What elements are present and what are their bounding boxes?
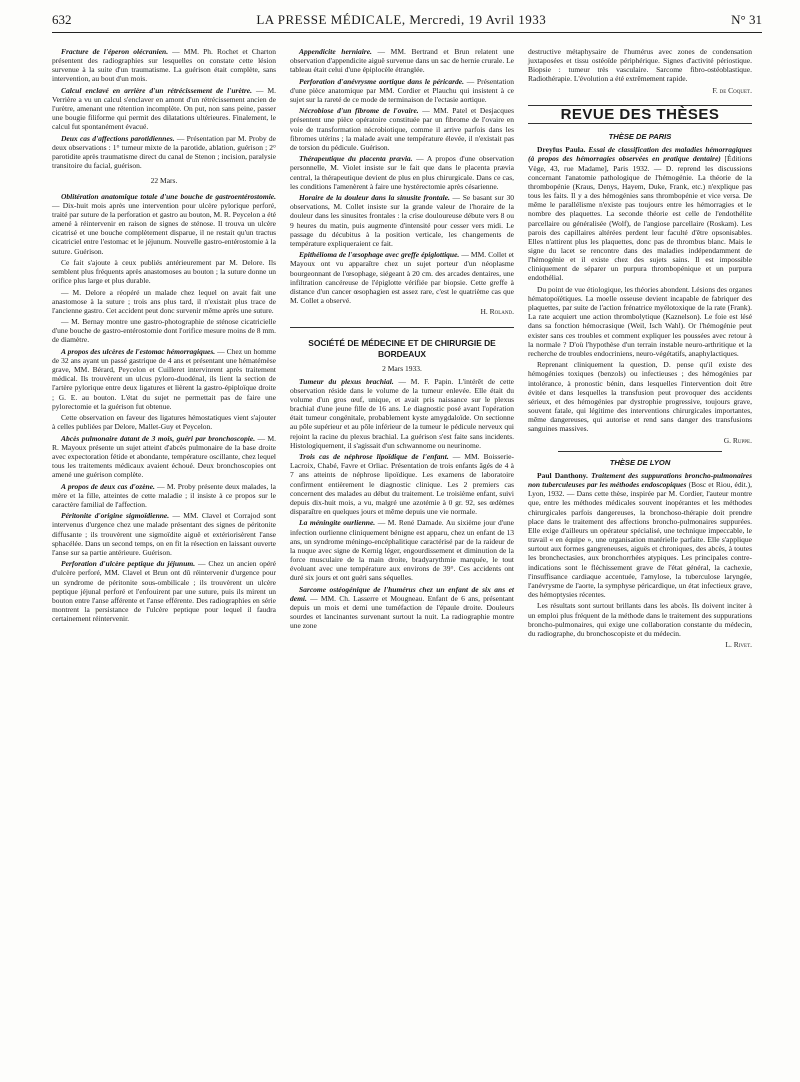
article: [290, 518, 514, 582]
divider: [558, 451, 722, 452]
article: [290, 585, 514, 631]
article-body: — Présentation par M. Proby de deux observations : 1° tumeur mixte de la parotide, ablation, guérison ; 2° parotidite après traumatisme direct du canal de Stenon ; incision, paralysie transitoire du facial, guérison.: [52, 133, 276, 171]
article-body: — M. R. Mayoux présente un sujet atteint d'abcès pulmonaire de la base droite avec expectoration fétide et abondante, température oscillante, chez lequel tous les traitements médicaux avaient échoué. Deux bronchoscopies ont amené une guérison complète.: [52, 433, 276, 480]
article-paragraph: Les résultats sont surtout brillants dans les abcès. Ils doivent inciter à un emploi plus fréquent de la méthode dans le traitement des suppurations broncho-pulmonaires, qui exige une collaboration constante du médecin, du radiographe, du bronchoscopiste et du médecin.: [528, 601, 752, 638]
thesis-review: [528, 471, 752, 599]
article: [290, 106, 514, 152]
article: [52, 511, 276, 557]
article: [52, 134, 276, 171]
article: [290, 377, 514, 450]
article-body: — Chez un homme de 32 ans ayant un passé gastrique de 4 ans et présentant une hématémèse grave, MM. Bérard, Peycelon et Cuilleret intervinrent après traitement médical. Ils trouvèrent un ulcus pyloro-duodénal, ils lient la section de l'artère pylorique entre deux ligatures et lièrent la gastro-épiploïque droite ; G. E. au bouton. L'état du sujet ne permettait pas de faire une pylorectomie et la guérison fut obtenue.: [52, 346, 276, 411]
article-body: — MM. Bertrand et Brun relatent une observation d'appendicite aiguë survenue dans un sac de hernie crurale. Le tableau était celui d'une épiplocèle étranglée.: [290, 47, 514, 75]
article-title: Perforation d'anévrysme aortique dans le péricarde.: [299, 76, 464, 86]
article-body: — M. F. Papin. L'intérêt de cette observation réside dans le volume de la tumeur enlevée. Elle était du volume d'un gros œuf, unique, et avait pris naissance sur le plexus brachial d'une jeune fille de 16 ans. Le diagnostic posé avant l'opération était tumeur congénitale, probablement kyste amygdaloïde. On sectionne au pôle supérieur et au pôle inférieur de la tumeur le pédicule nerveux qui rejoint la racine du plexus brachial. La guérison s'est faite sans incidents. Histologiquement, il s'agissait d'un schwannome ou neurinome.: [290, 376, 514, 450]
section-title: REVUE DES THÈSES: [528, 105, 752, 124]
article-body: — Chez un ancien opéré d'ulcère perforé, MM. Clavel et Brun ont dû réintervenir d'urgence pour un syndrome de péritonite sous-ombilicale ; ils trouvèrent un ulcère peptique jéjunal perforé et l'enfouirent par une suture, puis ils mirent un bouton entre l'anse afférente et l'anse efférente. Des radiographies en série montrent la persistance de l'ulcère peptique pour lequel il faudra certainement réintervenir.: [52, 559, 277, 624]
article-title: Thérapeutique du placenta prævia.: [299, 154, 413, 164]
article-paragraph: Reprenant cliniquement la question, D. pense qu'il existe des hémogénies toxiques (benzols) ou infectieuses ; des hémogénies par intolérance, à pronostic bénin, dans lesquelles l'intervention doit être évitée et dans lesquelles la transfusion peut provoquer des accidents sérieux, et des hémogénies par dystrophie progressive, toujours grave, souvent fatale, qui légitime des interventions chirurgicales importantes, même dangereuses, qui autorise et rend sans danger des transfusions sanguines massives.: [528, 360, 752, 434]
article: [52, 434, 276, 480]
article-title: Nécrobiose d'un fibrome de l'ovaire.: [299, 106, 419, 116]
article-body: — A propos d'une observation personnelle, M. Violet insiste sur le fait que dans le placenta prævia central, la thérapeutique devient de plus en plus chirurgicale. Dans ce cas, les conditions l'amenèrent à faire une hystérectomie après césarienne.: [290, 154, 514, 191]
session-date: 22 Mars.: [150, 176, 178, 186]
thesis-body: [Éditions Vège, 43, rue Madame], Paris 1932. — D. reprend les discussions concernant l'anatomie pathologique de l'hémogénie. La théorie de la thrombopénie (Kraus, Denys, Hayem, Duke, Frank, etc.) n'explique pas tous les faits. Il y a des hémogénies sans thrombopénie et vice versa. De même le parallélisme n'existe pas toujours entre les hémorragies et le nombre des plaquettes. La seconde théorie est celle de l'endothélite parcellaire ou généralisée (Wolf), de l'angiose parcellaire (Roskam). Les parois des capillaires altérées perdent leur faculté d'être opsonisables. Elles n'attirent plus les plaquettes, donc pas de thrombus blanc. Mais le signe du lacet se rencontre dans des maladies indépendamment de l'hémogénie et il existe chez des sujets sains. Il est impossible cliniquement de séparer un purpura thrombopénique et un purpura endothélial.: [528, 154, 753, 283]
thesis-author: Paul Danthony.: [537, 471, 588, 480]
issue-number: N° 31: [731, 12, 762, 27]
article: [290, 77, 514, 104]
article-body: — Dix-huit mois après une intervention pour ulcère pylorique perforé, traité par suture de la perforation et gastro au bouton, M. R. Peycelon a été amené à réintervenir en raison de signes de sténose. Il trouva un ulcère cicatrisé et une bouche complètement disparue, il ne restait qu'un tractus cicatriciel entre l'estomac et le jéjunum. Nouvelle gastro-entérostomie à la suture. Guérison.: [52, 200, 276, 256]
article: [290, 250, 514, 305]
article-title: La méningite ourlienne.: [299, 518, 376, 528]
society-heading: SOCIÉTÉ DE MÉDECINE ET DE CHIRURGIE DE BORDEAUX: [290, 327, 514, 360]
article-paragraph: Du point de vue étiologique, les théories abondent. Lésions des organes hématopoïétiques. La moelle osseuse devient incapable de fabriquer des plaquettes, par suite de l'action frénatrice myélotoxique de la rate (Frank). La rate acquiert une action thrombolytique (Kaznelson). Le foie est lésé dans sa fonction hémocrasique (Weil, Isch Wahl). Or l'hémogénie peut exister sans ces troubles et comment expliquer les poussées avec retour à la normale ? D'où l'hypothèse d'un terrain instable neuro-arthritique et la recherche de troubles endocriniens, neuro-végétatifs, anaphylactiques.: [528, 284, 752, 358]
thesis-section-heading: THÈSE DE LYON: [609, 457, 671, 467]
article-title: A propos de deux cas d'ozène.: [61, 481, 155, 491]
article: [290, 154, 514, 191]
article-body: — M. Proby présente deux malades, la mère et la fille, atteintes de cette maladie ; il insiste à ce propos sur le caractère familial de l'affection.: [52, 481, 276, 509]
article-title: Trois cas de néphrose lipoïdique de l'enfant.: [299, 452, 449, 462]
article: [52, 47, 276, 84]
article-body: — M. René Damade. Au sixième jour d'une infection ourlienne cliniquement bénigne est apparu, chez un enfant de 13 ans, un syndrome méningo-encéphalitique caractérisé par de la raideur de la nuque avec signe de Kernig léger, engourdissement et diminution de la force musculaire de la main droite, bradyarythmie marquée, le tout évoluant avec une température aux environs de 39°. Ces accidents ont duré six jours et ont guéri sans séquelles.: [290, 518, 514, 583]
article: [52, 192, 276, 256]
article: [52, 482, 276, 509]
article: [290, 47, 514, 74]
article: [290, 193, 514, 248]
article-paragraph: — M. Bernay montre une gastro-photographie de sténose cicatricielle d'une bouche de gastro-entérostomie dont l'orifice mesure moins de 8 mm. de diamètre.: [52, 317, 276, 345]
thesis-body: (Bosc et Riou, édit.), Lyon, 1932. — Dans cette thèse, inspirée par M. Cordier, l'auteur montre que, entre les méthodes médicales souvent inopérantes et les méthodes chirurgicales parfois dangereuses, la bronchoso-thérapie doit prendre place dans le traitement des affections broncho-pulmonaires suppurées. Elle exige d'ailleurs un opérateur spécialisé, une technique impeccable, le travail « en équipe », une organisation matérielle parfaite. Elle s'applique surtout aux formes gangreneuses, aiguës et chroniques, des abcès, à toutes les bronchectasies, aux bronchorrhées atypiques. Les principales contre-indications sont le fléchissement grave de l'état général, la cachexie, l'insuffisance cardiaque accentuée, l'amylose, la tuberculose laryngée, l'anévrysme de l'aorte, la symphyse péricardique, un état infectieux grave, des hémoptysies récentes.: [528, 480, 752, 600]
article-title: Abcès pulmonaire datant de 3 mois, guéri par bronchoscopie.: [61, 433, 256, 443]
page-number: 632: [52, 12, 72, 27]
column-left: [52, 47, 276, 655]
article-title: Péritonite d'origine sigmoïdienne.: [61, 511, 170, 521]
article-body: — MM. Clavel et Corrajod sont intervenus d'urgence chez une malade présentant des signes de péritonite diffusante ; ils trouvèrent une sigmoïdite aiguë et extériorisèrent l'anse sphacélée. Dans un second temps, on en fit la résection en laissant ouverte l'anse sur sa partie antérieure. Guérison.: [52, 511, 276, 557]
thesis-author: Dreyfus Paula.: [537, 145, 586, 155]
page-header: [52, 12, 762, 33]
journal-title: [256, 12, 546, 28]
article-paragraph: Cette observation en faveur des ligatures hémostatiques vient s'ajouter à celles publiées par Delore, Mallet-Guy et Peycelon.: [52, 413, 276, 432]
article-title: Horaire de la douleur dans la sinusite frontale.: [299, 193, 450, 203]
article-paragraph: — M. Delore a réopéré un malade chez lequel on avait fait une anastomose à la suture ; trois ans plus tard, il n'existait plus trace de l'ancienne gastro. Cet accident peut donc survenir même après une suture.: [52, 287, 276, 315]
author-signature: G. Ruppe.: [723, 435, 752, 445]
article-body: — Se basant sur 30 observations, M. Collet insiste sur la grande valeur de l'horaire de la douleur dans les sinusites frontales : la crise douloureuse débute vers 8 ou 9 heures du matin, puis augmente d'intensité pour cesser vers midi. Le passage du décubitus à la position verticale, les changements de température expliqueraient ce fait.: [290, 193, 515, 248]
article-body: — M. Verrière a vu un calcul s'enclaver en amont d'un rétrécissement ancien de l'urètre, amenant une rétention incomplète. On put, non sans peine, passer une bougie filiforme qui permit des dilatations ultérieures. Finalement, le calcul fut spontanément évacué.: [52, 85, 276, 132]
article-title: Tumeur du plexus brachial.: [299, 376, 394, 386]
article-title: Calcul enclavé en arrière d'un rétrécissement de l'urètre.: [61, 85, 252, 95]
article-title: Sarcome ostéogénique de l'humérus chez un enfant de six ans et demi.: [290, 584, 514, 603]
author-signature: H. Roland.: [480, 307, 514, 317]
thesis-title: Traitement des suppurations broncho-pulmonaires non tuberculeuses par les méthodes endoscopiques: [528, 471, 752, 490]
author-signature: L. Rivet.: [725, 640, 752, 650]
article-body: — MM. Collet et Mayoux ont vu apparaître chez un sujet porteur d'un néoplasme bourgeonnant de l'œsophage, siégeant à 20 cm. des arcades dentaires, une infiltration cancéreuse de l'épiglotte vérifiée par biopsie. Cette greffe à distance d'un cancer œsophagien est assez rare, c'est le quatrième cas que M. Collet a observé.: [290, 250, 514, 305]
article-body: — MM. Ch. Lasserre et Mougneau. Enfant de 6 ans, présentant depuis un mois et demi une tuméfaction de l'épaule droite. Douleurs sourdes et lancinantes survenant surtout la nuit. La radiographie montre une zone: [290, 593, 514, 631]
journal-name: LA PRESSE MÉDICALE,: [256, 12, 406, 27]
column-right: [528, 47, 752, 655]
article-title: Perforation d'ulcère peptique du jéjunum.: [61, 559, 196, 569]
article-continuation: destructive métaphysaire de l'humérus avec zones de condensation juxtaposées et tissu ostéoïde périphérique. Signes d'activité périostique. Biopsie : tumeur très vasculaire. Sarcome fibro-ostéoblastique. Radiothérapie. L'évolution a été extrêmement rapide.: [528, 47, 752, 84]
session-date: 2 Mars 1933.: [382, 363, 422, 373]
article: [290, 452, 514, 516]
article-title: A propos des ulcères de l'estomac hémorragiques.: [61, 346, 216, 356]
article: [52, 559, 276, 623]
thesis-section-heading: THÈSE DE PARIS: [608, 132, 672, 142]
article-title: Epithélioma de l'œsophage avec greffe épiglottique.: [299, 250, 460, 260]
column-middle: [290, 47, 514, 655]
article-title: Oblitération anatomique totale d'une bouche de gastroentérostomie.: [61, 191, 276, 201]
article-body: — MM. Patel et Desjacques présentent une pièce opératoire constituée par un fibrome de l'ovaire en voie de transformation nécrobiotique, comme il arrive parfois dans les fibromes utérins ; la malade avait une température élevée, il n'existait pas de torsion du pédicule. Guérison.: [290, 106, 514, 152]
author-signature: F. de Coquet.: [712, 85, 752, 95]
article-body: — MM. Ph. Rochet et Charton présentent des radiographies sur lesquelles on constate cette lésion survenue à la suite d'un traumatisme. La guérison était complète, sans intervention, au bout d'un mois.: [52, 47, 276, 84]
article-title: Fracture de l'éperon olécranien.: [61, 47, 169, 56]
article-title: Appendicite herniaire.: [299, 47, 372, 56]
thesis-title: Essai de classification des maladies hémorragiques (à propos des hémorragies observées en pratique dentaire): [528, 145, 752, 164]
article: [52, 86, 276, 132]
article-paragraph: Ce fait s'ajoute à ceux publiés antérieurement par M. Delore. Ils semblent plus fréquents après anastomoses au bouton ; la suture donne un orifice plus large et plus durable.: [52, 257, 276, 286]
article: [52, 347, 276, 411]
issue-date: Mercredi, 19 Avril 1933: [409, 12, 547, 27]
article-body: — Présentation d'une pièce anatomique par MM. Cordier et Plauchu qui insistent à ce sujet sur la rareté de ce mode de terminaison de l'ectasie aortique.: [290, 76, 514, 104]
article-body: — MM. Boisserie-Lacroix, Chabé, Favre et Orliac. Présentation de trois enfants âgés de 4 à 7 ans atteints de néphrose lipoïdique. Les examens de laboratoire confirment entièrement le diagnostic clinique. Les 2 premiers cas concernent des malades au début du traitement. Le troisième enfant, suivi depuis dix-huit mois, a vu, malgré une azotémie à 0 gr. 92, ses œdèmes disparaître en quelques jours et même depuis une vie normale.: [290, 452, 514, 517]
article-title: Deux cas d'affections parotidiennes.: [61, 133, 175, 143]
thesis-review: [528, 145, 752, 282]
